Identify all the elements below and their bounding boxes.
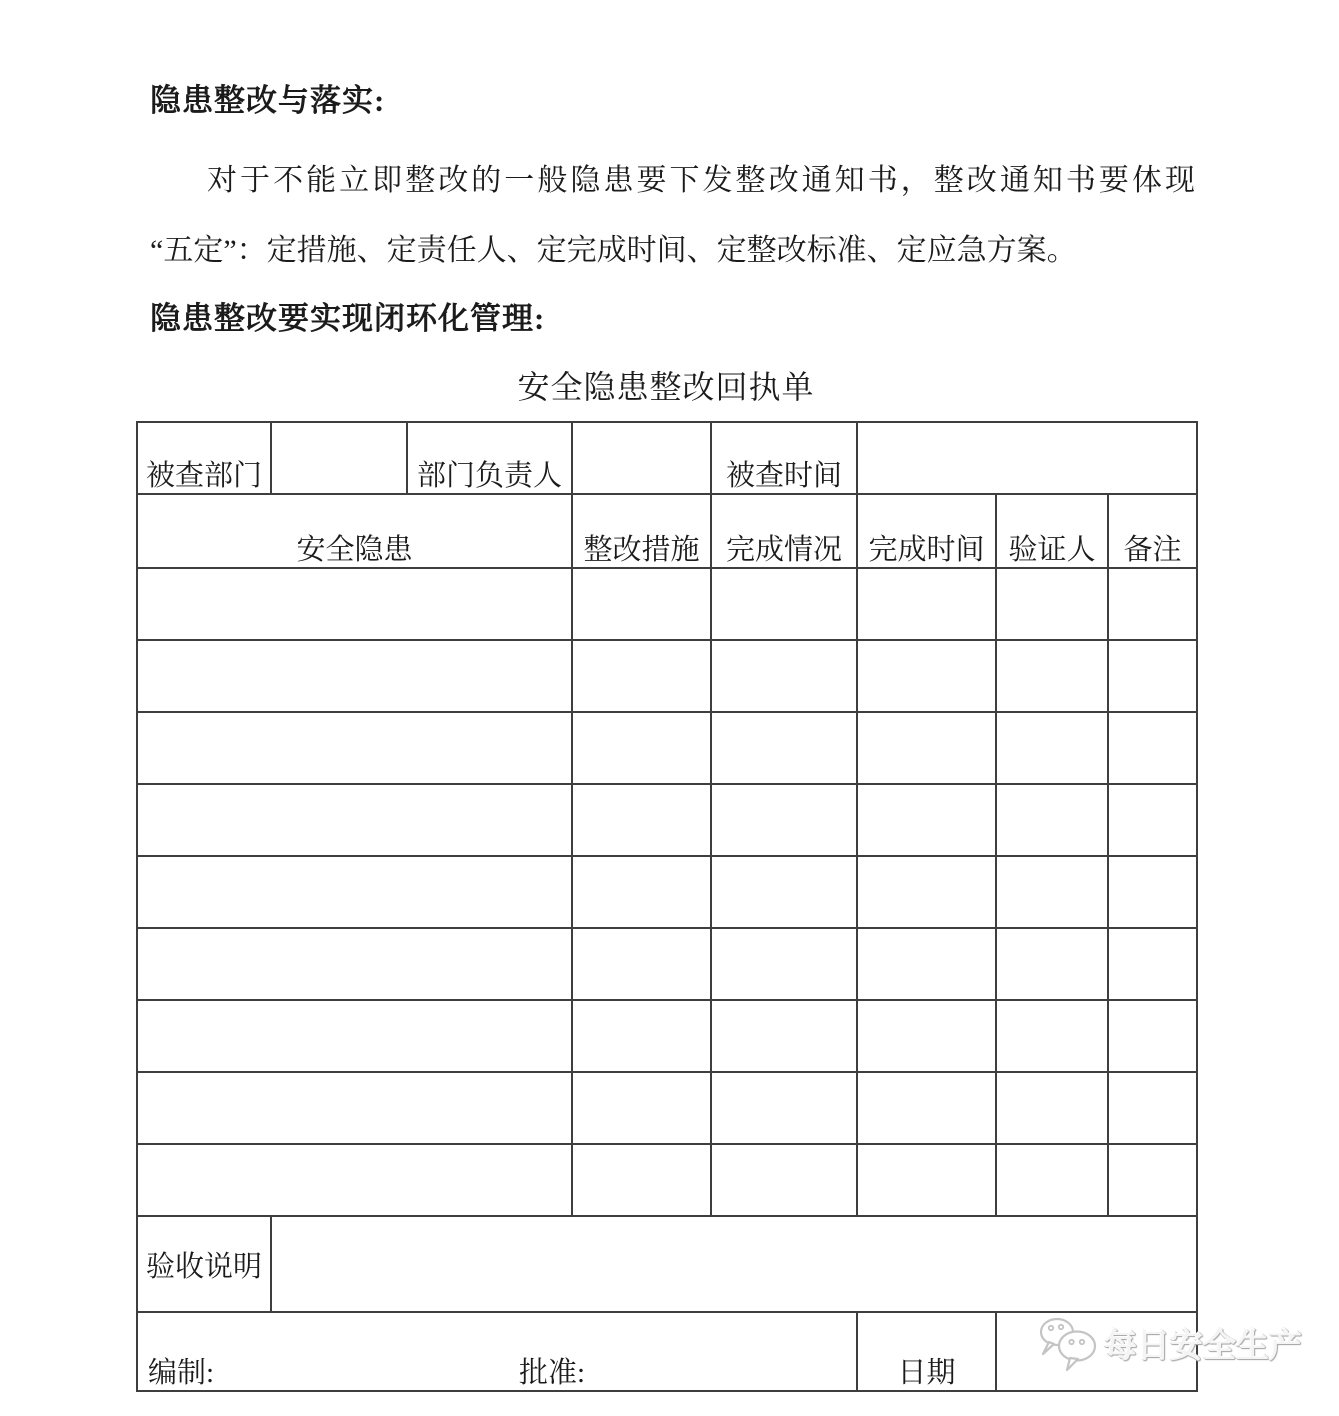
acceptance-label: 验收说明	[137, 1216, 271, 1312]
status-cell	[711, 784, 857, 856]
measures-cell	[572, 784, 711, 856]
remarks-cell	[1108, 712, 1197, 784]
verifier-cell	[996, 712, 1108, 784]
measures-cell	[572, 712, 711, 784]
measures-cell	[572, 856, 711, 928]
remarks-cell	[1108, 1000, 1197, 1072]
remarks-cell	[1108, 928, 1197, 1000]
measures-cell	[572, 928, 711, 1000]
status-cell	[711, 1000, 857, 1072]
hazard-cell	[137, 712, 572, 784]
inspection-time-label: 被查时间	[711, 422, 857, 494]
watermark	[1036, 1312, 1302, 1374]
completion-time-cell	[857, 640, 996, 712]
verifier-cell	[996, 1072, 1108, 1144]
verifier-cell	[996, 568, 1108, 640]
prepared-approved-cell	[137, 1312, 857, 1391]
data-row	[137, 640, 1197, 712]
hazard-cell	[137, 640, 572, 712]
hazard-cell	[137, 568, 572, 640]
status-cell	[711, 1072, 857, 1144]
hazard-cell	[137, 856, 572, 928]
completion-time-cell	[857, 928, 996, 1000]
remarks-cell	[1108, 784, 1197, 856]
rectification-receipt-table	[136, 421, 1198, 1392]
watermark-text: 每日安全生产	[1104, 1328, 1302, 1365]
remarks-cell	[1108, 568, 1197, 640]
acceptance-value	[271, 1216, 1197, 1312]
column-header-status: 完成情况	[711, 494, 857, 568]
status-cell	[711, 568, 857, 640]
paragraph-line-2: “五定”：定措施、定责任人、定完成时间、定整改标准、定应急方案。	[150, 234, 1077, 267]
measures-cell	[572, 1000, 711, 1072]
hazard-cell	[137, 784, 572, 856]
completion-time-cell	[857, 712, 996, 784]
column-header-measures: 整改措施	[572, 494, 711, 568]
column-header-verifier: 验证人	[996, 494, 1108, 568]
remarks-cell	[1108, 1144, 1197, 1216]
status-cell	[711, 712, 857, 784]
measures-cell	[572, 640, 711, 712]
data-row	[137, 1072, 1197, 1144]
hazard-cell	[137, 1072, 572, 1144]
column-header-remarks: 备注	[1108, 494, 1197, 568]
status-cell	[711, 856, 857, 928]
column-header-row	[137, 494, 1197, 568]
data-row	[137, 856, 1197, 928]
column-header-completion-time: 完成时间	[857, 494, 996, 568]
table-title: 安全隐患整改回执单	[517, 369, 815, 405]
verifier-cell	[996, 1000, 1108, 1072]
remarks-cell	[1108, 856, 1197, 928]
completion-time-cell	[857, 1072, 996, 1144]
hazard-cell	[137, 928, 572, 1000]
data-row	[137, 928, 1197, 1000]
data-row	[137, 1144, 1197, 1216]
column-header-hazard: 安全隐患	[137, 494, 572, 568]
date-label: 日期	[857, 1312, 996, 1391]
data-rows	[137, 568, 1197, 1216]
inspection-time-value	[857, 422, 1197, 494]
prepared-label: 编制:	[148, 1356, 215, 1389]
status-cell	[711, 928, 857, 1000]
acceptance-row	[137, 1216, 1197, 1312]
heading-rectification-implementation: 隐患整改与落实:	[150, 83, 386, 118]
remarks-cell	[1108, 640, 1197, 712]
hazard-cell	[137, 1144, 572, 1216]
inspected-dept-label: 被查部门	[137, 422, 271, 494]
wechat-icon	[1036, 1312, 1104, 1374]
verifier-cell	[996, 784, 1108, 856]
data-row	[137, 1000, 1197, 1072]
verifier-cell	[996, 1144, 1108, 1216]
dept-manager-value	[572, 422, 711, 494]
verifier-cell	[996, 856, 1108, 928]
data-row	[137, 712, 1197, 784]
data-row	[137, 784, 1197, 856]
measures-cell	[572, 1144, 711, 1216]
verifier-cell	[996, 928, 1108, 1000]
completion-time-cell	[857, 1144, 996, 1216]
status-cell	[711, 1144, 857, 1216]
hazard-cell	[137, 1000, 572, 1072]
completion-time-cell	[857, 784, 996, 856]
completion-time-cell	[857, 856, 996, 928]
inspected-dept-value	[271, 422, 407, 494]
completion-time-cell	[857, 1000, 996, 1072]
status-cell	[711, 640, 857, 712]
remarks-cell	[1108, 1072, 1197, 1144]
info-row	[137, 422, 1197, 494]
measures-cell	[572, 1072, 711, 1144]
data-row	[137, 568, 1197, 640]
approved-label: 批准:	[519, 1356, 586, 1389]
paragraph-line-1: 对于不能立即整改的一般隐患要下发整改通知书，整改通知书要体现	[207, 164, 1195, 197]
completion-time-cell	[857, 568, 996, 640]
heading-closed-loop-management: 隐患整改要实现闭环化管理:	[150, 301, 546, 336]
dept-manager-label: 部门负责人	[407, 422, 572, 494]
verifier-cell	[996, 640, 1108, 712]
measures-cell	[572, 568, 711, 640]
